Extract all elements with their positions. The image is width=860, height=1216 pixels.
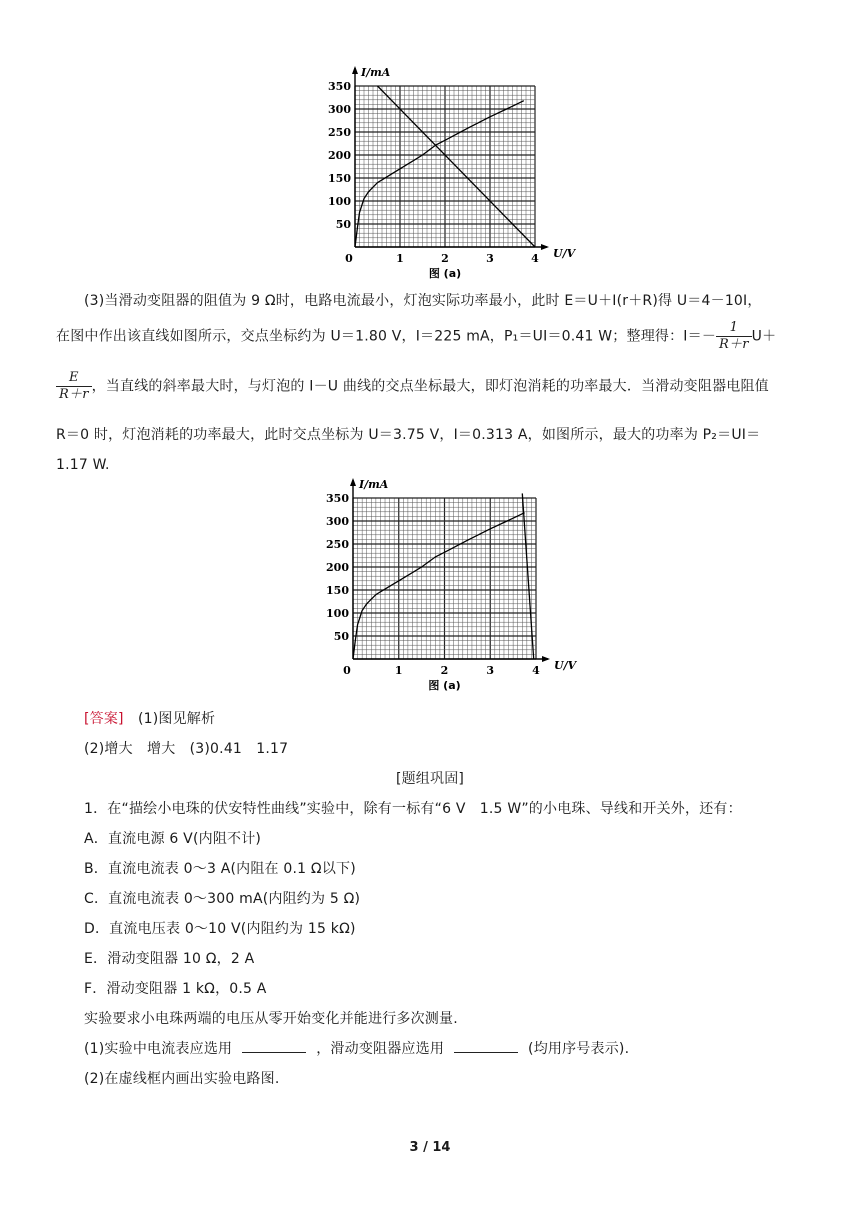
x-axis-arrow bbox=[541, 244, 549, 250]
option-d: D．直流电压表 0～10 V(内阻约为 15 kΩ) bbox=[84, 921, 356, 937]
solution-line-3 bbox=[56, 370, 806, 403]
x-axis-label: U/V bbox=[554, 659, 577, 672]
option-b: B．直流电流表 0～3 A(内阻在 0.1 Ω以下) bbox=[84, 861, 356, 877]
answer-label: [答案] bbox=[84, 711, 124, 727]
fraction-2-numerator: E bbox=[56, 370, 92, 387]
requirement-text: 实验要求小电珠两端的电压从零开始变化并能进行多次测量. bbox=[84, 1011, 458, 1027]
x-tick-label: 1 bbox=[394, 664, 403, 677]
solution-line-5: 1.17 W. bbox=[56, 457, 110, 473]
question-1-stem: 1．在“描绘小电珠的伏安特性曲线”实验中，除有一标有“6 V 1.5 W”的小电珠、导线和开关外，还有： bbox=[84, 801, 742, 817]
y-axis-arrow bbox=[350, 478, 356, 486]
section-title: [题组巩固] bbox=[395, 771, 465, 787]
fraction-e-over-r bbox=[56, 370, 92, 403]
solution-line-1: (3)当滑动变阻器的阻值为 9 Ω时，电路电流最小，灯泡实际功率最小，此时 E＝U＋I(r＋R)得 U＝4－10I， bbox=[84, 293, 762, 309]
option-a: A．直流电源 6 V(内阻不计) bbox=[84, 831, 262, 847]
y-tick-label: 300 bbox=[328, 103, 351, 116]
y-tick-label: 150 bbox=[326, 584, 349, 597]
solution-line-2b: U＋ bbox=[751, 328, 777, 345]
x-tick-label: 4 bbox=[531, 252, 539, 265]
x-axis-arrow bbox=[542, 656, 550, 662]
x-tick-label: 3 bbox=[486, 664, 495, 677]
y-tick-label: 250 bbox=[326, 538, 349, 551]
chart-grid bbox=[355, 86, 535, 247]
x-tick-label: 2 bbox=[441, 252, 449, 265]
chart-grid bbox=[353, 498, 536, 659]
fraction-1-numerator: 1 bbox=[716, 320, 752, 337]
answer-line-2: (2)增大 增大 (3)0.41 1.17 bbox=[84, 741, 289, 757]
y-tick-label: 250 bbox=[328, 126, 351, 139]
chart-caption: 图 (a) bbox=[428, 679, 461, 692]
x-tick-label: 4 bbox=[532, 664, 540, 677]
x-tick-label: 2 bbox=[440, 664, 449, 677]
fraction-1-denominator: R＋r bbox=[719, 337, 749, 352]
x-axis-label: U/V bbox=[553, 247, 576, 260]
solution-line-3-text: ，当直线的斜率最大时，与灯泡的 I－U 曲线的交点坐标最大，即灯泡消耗的功率最大．当滑动变阻器电阻值 bbox=[91, 378, 769, 395]
solution-line-2 bbox=[56, 320, 806, 353]
question-1-part-1 bbox=[84, 1034, 834, 1064]
q1-1-text-b: ，滑动变阻器应选用 bbox=[316, 1041, 445, 1057]
iu-chart-2-svg bbox=[0, 476, 860, 708]
y-tick-label: 100 bbox=[328, 195, 351, 208]
solution-line-4: R＝0 时，灯泡消耗的功率最大，此时交点坐标为 U＝3.75 V，I＝0.313 A，如图所示，最大的功率为 P₂＝UI＝ bbox=[56, 427, 761, 443]
chart-caption: 图 (a) bbox=[428, 267, 462, 280]
page-number: 3 / 14 bbox=[409, 1140, 451, 1155]
q1-1-text-a: (1)实验中电流表应选用 bbox=[84, 1041, 233, 1057]
option-c: C．直流电流表 0～300 mA(内阻约为 5 Ω) bbox=[84, 891, 361, 907]
answer-blank-ammeter[interactable] bbox=[242, 1038, 306, 1053]
series-load-line bbox=[378, 86, 536, 247]
answer-blank-rheostat[interactable] bbox=[454, 1038, 518, 1053]
y-tick-label: 50 bbox=[333, 630, 349, 643]
iu-chart-1 bbox=[0, 40, 860, 280]
iu-chart-2 bbox=[0, 476, 860, 708]
y-axis-label: I/mA bbox=[359, 478, 389, 491]
y-tick-label: 200 bbox=[328, 149, 351, 162]
option-f: F．滑动变阻器 1 kΩ，0.5 A bbox=[84, 981, 267, 997]
y-tick-label: 150 bbox=[328, 172, 351, 185]
x-tick-label: 3 bbox=[486, 252, 494, 265]
question-1-part-2: (2)在虚线框内画出实验电路图. bbox=[84, 1071, 280, 1087]
y-tick-label: 350 bbox=[326, 492, 349, 505]
y-tick-label: 50 bbox=[335, 218, 351, 231]
answer-part-1: (1)图见解析 bbox=[137, 711, 216, 727]
fraction-1-over-r bbox=[716, 320, 752, 353]
solution-line-2a: 在图中作出该直线如图所示，交点坐标约为 U＝1.80 V，I＝225 mA，P₁＝UI＝0.41 W；整理得：I＝－ bbox=[56, 328, 717, 345]
answer-line-1 bbox=[84, 704, 834, 734]
x-tick-label: 1 bbox=[396, 252, 404, 265]
y-tick-label: 350 bbox=[328, 80, 351, 93]
y-tick-label: 200 bbox=[326, 561, 349, 574]
y-tick-label: 300 bbox=[326, 515, 349, 528]
y-axis-arrow bbox=[352, 66, 358, 74]
q1-1-text-c: (均用序号表示). bbox=[528, 1041, 630, 1057]
iu-chart-1-svg bbox=[0, 40, 860, 280]
x-tick-label: 0 bbox=[345, 252, 353, 265]
x-tick-label: 0 bbox=[343, 664, 351, 677]
y-axis-label: I/mA bbox=[361, 66, 391, 79]
y-tick-label: 100 bbox=[326, 607, 349, 620]
fraction-2-denominator: R＋r bbox=[59, 387, 89, 402]
option-e: E．滑动变阻器 10 Ω，2 A bbox=[84, 951, 255, 967]
